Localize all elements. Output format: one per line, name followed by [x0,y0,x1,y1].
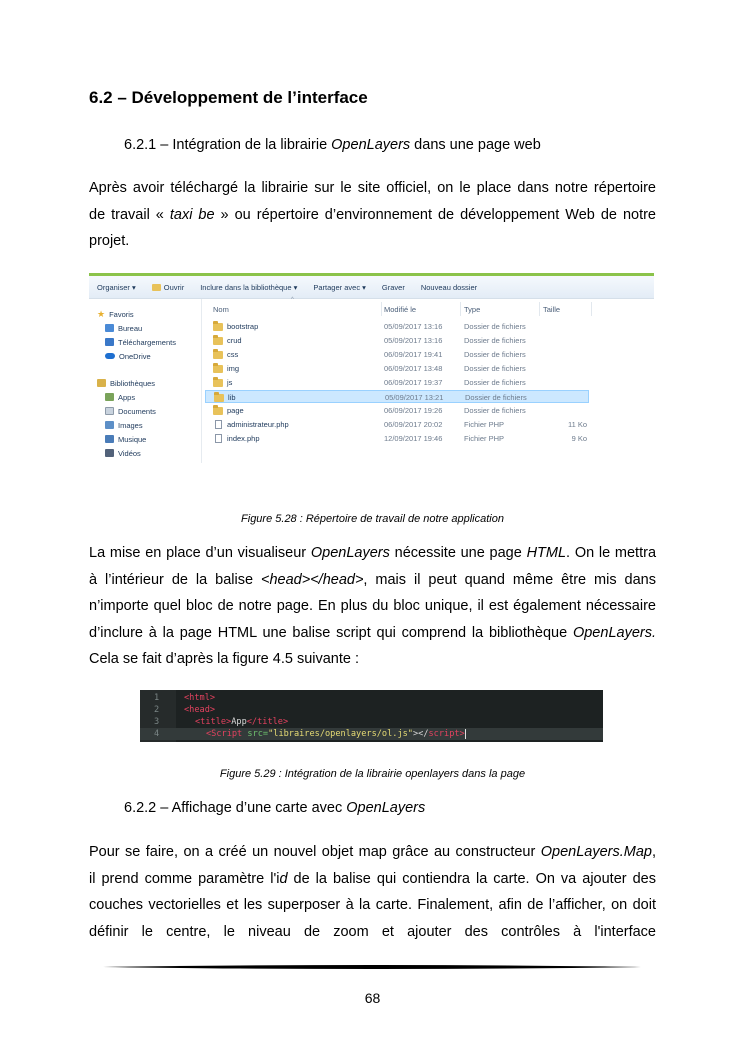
text-run: » ou répertoire d’environnement de développement Web de notre [214,206,656,223]
nav-onedrive[interactable] [105,350,151,362]
nav-musique[interactable] [105,433,146,445]
file-row[interactable] [209,404,654,417]
toolbar-ouvrir-label: Ouvrir [163,282,185,292]
code-screenshot [140,690,603,742]
star-icon: ★ [97,308,106,319]
download-icon [105,338,114,346]
text-run: . On le mettra [566,545,657,561]
line-number: 3 [154,717,160,727]
column-separator[interactable] [539,302,540,316]
subsection-prefix: 6.2.1 – Intégration de la librairie [124,137,332,153]
explorer-file-list [209,299,654,463]
file-row-selected[interactable] [205,390,589,403]
paragraph-line: couches vectorielles et les superposer à la carte. Finalement, afin de l’afficher, on doit [89,897,656,913]
file-row[interactable] [209,348,654,361]
line-number: 2 [154,705,160,715]
nav-label: Documents [118,406,156,416]
paragraph-intro [89,175,656,255]
documents-icon [105,407,114,415]
code-text [206,728,466,740]
code-tag: <title> [195,717,232,727]
text-italic: <head></head> [261,571,364,588]
subsection-heading-6-2-1 [124,137,541,153]
folder-icon [214,394,224,402]
subsection-prefix: 6.2.2 – Affichage d’une carte avec [124,800,347,816]
folder-icon [213,323,223,331]
text-italic: taxi be [169,206,215,223]
toolbar-graver[interactable]: Graver [381,282,405,292]
subsection-italic: OpenLayers [346,800,426,816]
file-type: Fichier PHP [464,420,505,429]
text-run: , [651,844,656,860]
text-run: La mise en place d’un visualiseur [89,545,311,561]
explorer-nav-pane [89,299,202,463]
paragraph-map [89,839,656,945]
paragraph-line [89,202,656,229]
text-cursor [465,729,466,739]
apps-icon [105,393,114,401]
file-row[interactable] [209,418,654,431]
nav-label: OneDrive [119,351,151,361]
code-text [195,716,288,728]
images-icon [105,421,114,429]
file-size: 11 Ko [567,420,587,429]
file-row[interactable] [209,432,654,445]
file-date: 05/09/2017 13:16 [384,336,443,345]
file-type: Dossier de fichiers [465,393,527,402]
nav-bureau[interactable] [105,322,142,334]
library-icon [97,379,106,387]
toolbar-partager[interactable]: Partager avec ▾ [313,282,366,292]
sort-arrow-icon: ^ [291,297,294,303]
figure-caption-5-28: Figure 5.28 : Répertoire de travail de notre application [241,513,504,525]
file-type: Dossier de fichiers [464,336,526,345]
file-row[interactable] [209,320,654,333]
subsection-suffix: dans une page web [410,137,541,153]
text-italic: OpenLayers.Map [540,844,652,860]
file-explorer-screenshot [89,273,654,463]
toolbar-inclure[interactable]: Inclure dans la bibliothèque ▾ [200,282,298,292]
toolbar-nouveau-dossier[interactable]: Nouveau dossier [420,282,478,292]
code-line-active [140,728,603,740]
paragraph-line [89,839,656,866]
text-run: nécessite une page [389,545,527,561]
code-content: App [231,717,247,727]
folder-icon [213,337,223,345]
file-date: 05/09/2017 13:16 [384,322,443,331]
column-header-type[interactable]: Type [464,305,481,314]
file-date: 06/09/2017 19:37 [384,378,443,387]
nav-label: Musique [118,434,147,444]
explorer-toolbar [89,276,654,299]
file-row[interactable] [209,334,654,347]
nav-label: Vidéos [118,448,141,458]
code-tag: <head> [184,705,216,715]
file-type: Dossier de fichiers [464,378,526,387]
nav-label: Téléchargements [118,337,176,347]
paragraph-openlayers [89,540,656,673]
page-number: 68 [364,990,381,1006]
toolbar-ouvrir[interactable] [144,283,192,292]
subsection-italic: OpenLayers [331,137,411,153]
desktop-icon [105,324,114,332]
line-number: 1 [154,693,160,703]
file-name: img [227,364,240,373]
column-separator[interactable] [381,302,382,316]
folder-icon [213,407,223,415]
nav-favoris[interactable] [97,308,134,320]
toolbar-organiser[interactable]: Organiser ▾ [97,282,136,292]
paragraph-line [89,567,656,594]
text-run: de travail « [89,206,170,223]
column-separator[interactable] [460,302,461,316]
folder-open-icon [152,284,161,291]
video-icon [105,449,114,457]
code-string: "libraires/openlayers/ol.js" [268,729,413,739]
code-tag: <html> [184,693,216,703]
text-italic: OpenLayers [310,545,390,561]
text-run: il prend comme paramètre l'i [89,870,280,887]
text-italic: HTML [526,545,567,561]
file-name: index.php [227,434,260,443]
file-name: js [227,378,233,387]
paragraph-line: Après avoir téléchargé la librairie sur le site officiel, on le place dans notre répertoire [89,180,656,196]
file-date: 06/09/2017 20:02 [384,420,443,429]
text-run: Pour se faire, on a créé un nouvel objet map grâce au constructeur [89,844,541,860]
code-line [140,692,603,704]
nav-label: Bureau [118,323,143,333]
column-header-name[interactable]: Nom [213,305,229,314]
file-name: administrateur.php [227,420,289,429]
text-run: , mais il peut quand même être mis dans [363,571,656,588]
nav-documents[interactable] [105,405,156,417]
nav-bibliotheques[interactable] [97,377,155,389]
file-row[interactable] [209,362,654,375]
nav-label: Bibliothèques [110,378,156,388]
file-row[interactable] [209,376,654,389]
section-heading: 6.2 – Développement de l’interface [89,88,368,107]
file-size: 9 Ko [571,434,587,443]
paragraph-line: projet. [89,233,130,249]
paragraph-line: n’importe quel bloc de notre page. En plus du bloc unique, il est également nécessaire [89,598,656,614]
nav-videos[interactable] [105,447,141,459]
file-type: Dossier de fichiers [464,364,526,373]
nav-apps[interactable] [105,391,135,403]
file-name: css [227,350,239,359]
text-italic: OpenLayers. [572,624,656,641]
file-date: 06/09/2017 19:41 [384,350,443,359]
file-icon [215,420,222,429]
subsection-heading-6-2-2 [124,800,425,816]
column-header-modified[interactable]: Modifié le [384,305,417,314]
file-type: Dossier de fichiers [464,322,526,331]
nav-label: Apps [118,392,136,402]
code-tag: </title> [246,717,289,727]
music-icon [105,435,114,443]
nav-telechargements[interactable] [105,336,176,348]
code-tag: script> [428,729,465,739]
text-run: à l’intérieur de la balise [89,571,261,588]
paragraph-line: définir le centre, le niveau de zoom et ajouter des contrôles à l'interface [89,923,656,940]
file-name: page [227,406,244,415]
code-line [140,704,603,716]
code-line [140,716,603,728]
file-name: bootstrap [227,322,259,331]
file-type: Dossier de fichiers [464,406,526,415]
file-name: crud [227,336,242,345]
text-italic: d [279,870,288,887]
file-date: 06/09/2017 19:26 [384,406,443,415]
paragraph-line [89,620,656,647]
file-date: 06/09/2017 13:48 [384,364,443,373]
file-type: Fichier PHP [464,434,505,443]
code-text [184,692,215,704]
folder-icon [213,379,223,387]
file-icon [215,434,222,443]
paragraph-line [89,866,656,893]
text-run: de la balise qui contiendra la carte. On va ajouter des [287,870,656,887]
code-tag: <Script [206,729,243,739]
code-punct: ></ [412,729,429,739]
folder-icon [213,351,223,359]
figure-caption-5-29: Figure 5.29 : Intégration de la librairie openlayers dans la page [219,768,526,780]
code-text [184,704,215,716]
column-header-size[interactable]: Taille [543,305,561,314]
paragraph-line: Cela se fait d’après la figure 4.5 suivante : [89,651,360,667]
file-date: 12/09/2017 19:46 [384,434,443,443]
nav-images[interactable] [105,419,143,431]
nav-label: Images [118,420,143,430]
file-name: lib [228,393,236,402]
line-number: 4 [154,729,160,739]
footer-divider [103,964,641,970]
file-date: 05/09/2017 13:21 [385,393,444,402]
folder-icon [213,365,223,373]
code-attribute: src= [242,729,269,739]
paragraph-line [89,540,656,567]
column-separator[interactable] [591,302,592,316]
cloud-icon [105,353,115,359]
file-type: Dossier de fichiers [464,350,526,359]
nav-label: Favoris [109,309,134,319]
text-run: d’inclure à la page HTML une balise script qui comprend la bibliothèque [89,624,573,641]
